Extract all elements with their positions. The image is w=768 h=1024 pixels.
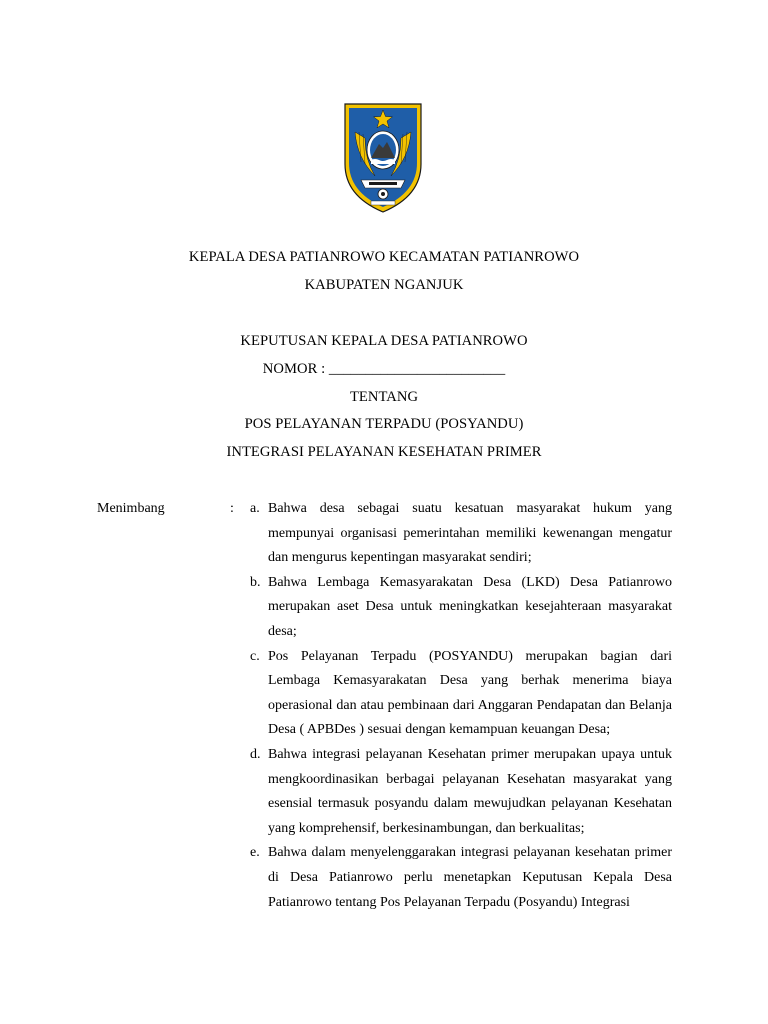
authority-heading-line-1: KEPALA DESA PATIANROWO KECAMATAN PATIANROWO [188, 249, 580, 265]
considering-item-e [244, 841, 672, 915]
considering-list [244, 497, 672, 915]
considering-item-d [244, 743, 672, 841]
decree-about: TENTANG [349, 389, 419, 405]
considering-item-a [244, 497, 672, 571]
item-marker: c. [250, 648, 260, 664]
item-marker: d. [250, 746, 261, 762]
item-marker: a. [250, 501, 260, 516]
considering-colon: : [230, 501, 234, 516]
considering-item-b [244, 571, 672, 645]
decree-subject-line-1: POS PELAYANAN TERPADU (POSYANDU) [244, 416, 524, 432]
coat-of-arms-icon [341, 98, 425, 214]
item-text: Bahwa Lembaga Kemasyarakatan Desa (LKD) Desa Patianrowo merupakan aset Desa untuk meningkatkan kesejahteraan masyarakat desa; [268, 574, 672, 639]
item-marker: e. [250, 845, 260, 861]
item-marker: b. [250, 574, 261, 590]
considering-item-c [244, 645, 672, 743]
item-text: Pos Pelayanan Terpadu (POSYANDU) merupakan bagian dari Lembaga Kemasyarakatan Desa yang berhak menerima biaya operasional dan atau pembinaan dari Anggaran Pendapatan dan Belanja Desa ( APBDes ) sesuai dengan kemampuan keuangan Desa; [268, 648, 672, 738]
item-text: Bahwa dalam menyelenggarakan integrasi pelayanan kesehatan primer di Desa Patianrowo perlu menetapkan Keputusan Kepala Desa Patianrowo tentang Pos Pelayanan Terpadu (Posyandu) Integrasi [268, 845, 672, 910]
item-text: Bahwa integrasi pelayanan Kesehatan primer merupakan upaya untuk mengkoordinasikan berbagai pelayanan Kesehatan masyarakat yang esensial termasuk posyandu dalam mewujudkan pelayanan Kesehatan yang komprehensif, berkesinambungan, dan berkualitas; [268, 746, 672, 836]
authority-heading-line-2: KABUPATEN NGANJUK [304, 277, 464, 293]
decree-subject-line-2: INTEGRASI PELAYANAN KESEHATAN PRIMER [226, 444, 542, 460]
item-text: Bahwa desa sebagai suatu kesatuan masyarakat hukum yang mempunyai organisasi pemerintahan memiliki kewenangan mengatur dan mengurus kepentingan masyarakat sendiri; [268, 501, 672, 566]
considering-label: Menimbang [97, 501, 165, 516]
decree-number: NOMOR : ________________________ [262, 361, 506, 377]
decree-title: KEPUTUSAN KEPALA DESA PATIANROWO [240, 333, 528, 349]
